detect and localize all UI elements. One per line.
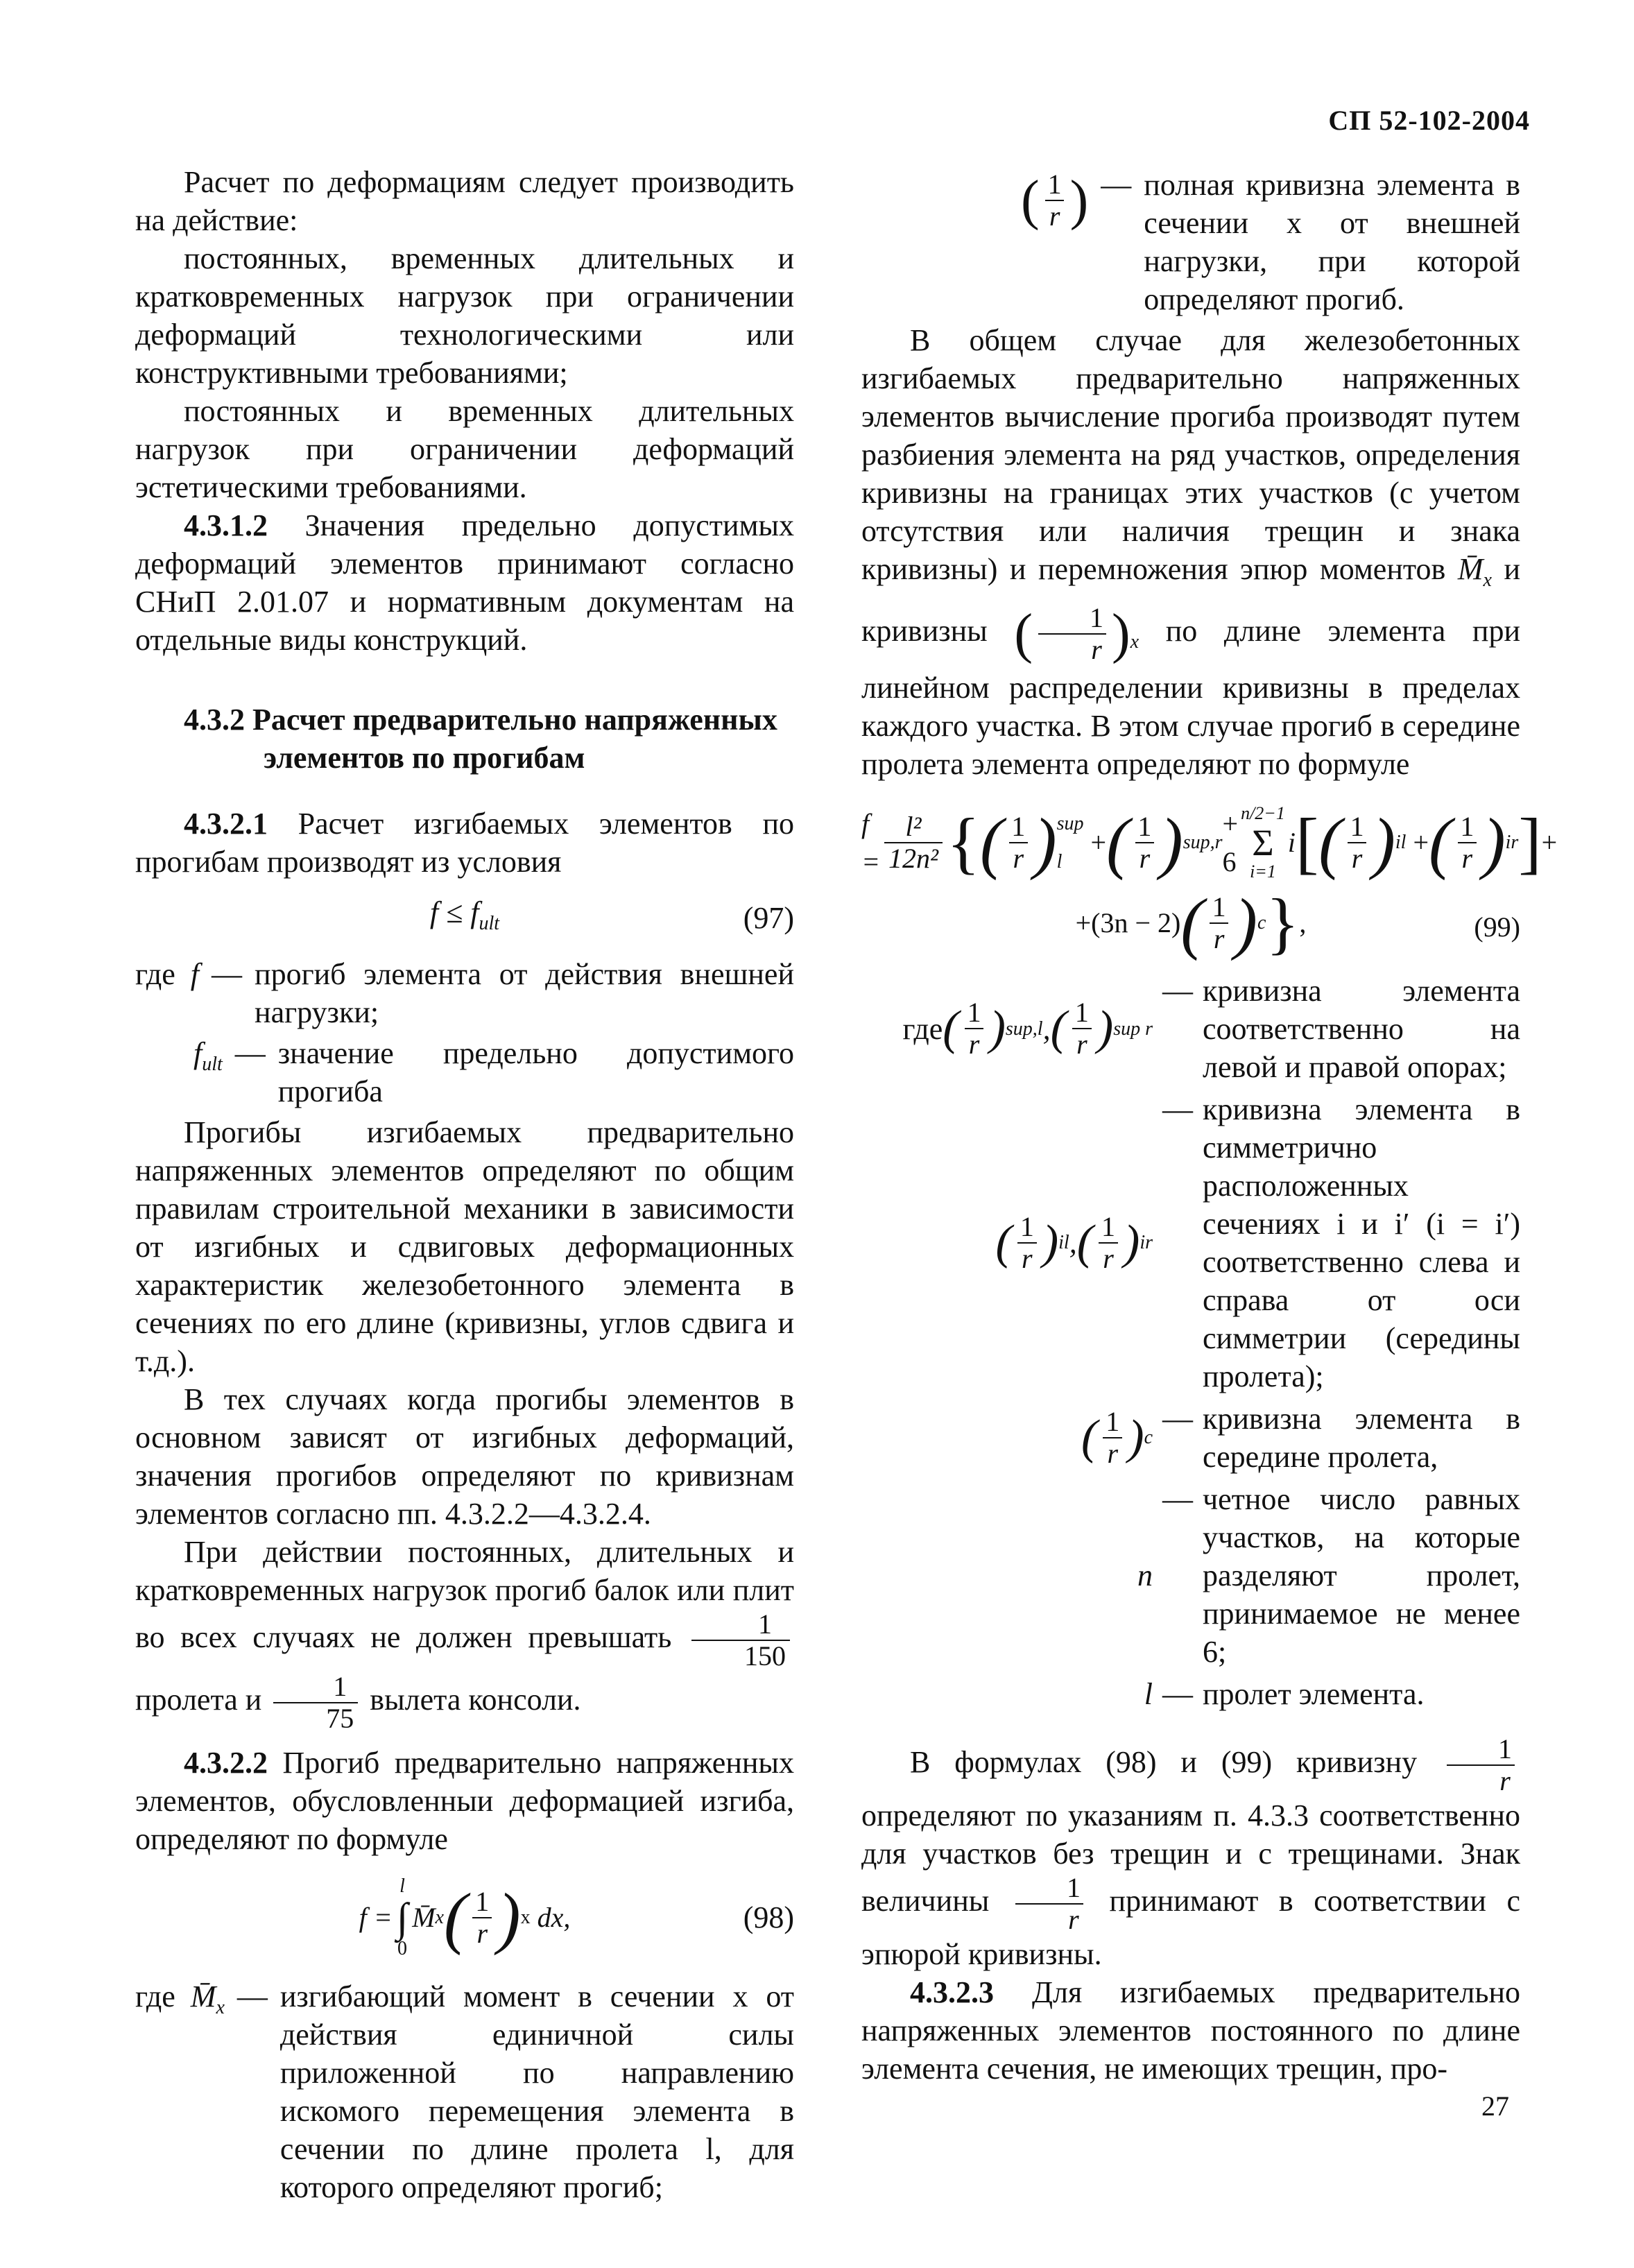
definition-curvature: ( $\frac{1}{r}$ ) — полная кривизна элемента в сечении x от внешней нагрузки, при которой определяют прогиб. [861,166,1520,318]
definition-l: l — пролет элемента. [861,1675,1520,1713]
section-number: 4.3.2 [184,703,245,737]
symbol: f [190,956,200,991]
definition-Mx: где $M̄_x$ — изгибающий момент в сечении x от действия единичной силы приложенной по направлению искомого перемещения элемента в сечении по длине пролета l, для которого определяют прогиб; [135,1977,794,2206]
section-heading [184,701,794,777]
definition-text: прогиб элемента от действия внешней нагрузки; [255,956,794,1029]
symbol: n [1137,1558,1153,1592]
paragraph: Расчет по деформациям следует производить на действие: [135,165,794,237]
right-column [861,163,1558,2088]
formula-97 [135,893,794,943]
equation-number: (98) [743,1900,794,1935]
formula-expression: f = l ∫ 0 M̄ x ( $\frac{1}{r}$ ) x dx, [359,1875,571,1959]
symbol: f [194,1036,203,1070]
paragraph-4-3-1-2 [135,506,794,659]
symbol: M̄ [190,1979,216,2013]
definition-symmetric-curvature: ( $\frac{1}{r}$ ) il , ( $\frac{1}{r}$ ) ir — кривизна элемента в симметрично расположенных сечениях i и i′ (i = i′) соответственно слева и справа от оси симметрии (середины пролета); [861,1090,1520,1395]
equation-number: (97) [743,900,794,935]
clause-text: Прогиб предварительно напряженных элементов, обусловленныи деформацией изгиба, определяют по формуле [135,1745,794,1856]
definition-text: пролет элемента. [1203,1676,1425,1711]
paragraph: При действии постоянных, длительных и кратковременных нагрузок прогиб балок или плит во всех случаях не должен превышать $\frac{1}{150}$ пролета и $\frac{1}{75}$ вылета консоли. [135,1534,794,1734]
paragraph: В общем случае для железобетонных изгибаемых предварительно напряженных элементов вычисление прогиба производят путем разбиения элемента на ряд участков, определения кривизны на границах этих участков (с учетом отсутствия или наличия трещин и знака кривизны) и перемножения эпюр моментов $M̄_x$ и кривизны ( $\frac{1}{r}$ )$_x$ по длине элемента при линейном распределении кривизны в пределах каждого участка. В этом случае прогиб в середине пролета элемента определяют по формуле [861,323,1520,781]
definition-n: n — четное число равных участков, на которые разделяют пролет, принимаемое не менее 6; [861,1480,1520,1671]
definition-text: четное число равных участков, на которые разделяют пролет, принимаемое не менее 6; [1203,1481,1520,1669]
section-title-line1: Расчет предварительно напряженных [252,703,777,737]
definition-text: кривизна элемента в симметрично расположенных сечениях i и i′ (i = i′) соответственно слева и справа от оси симметрии (середины пролета); [1203,1092,1520,1393]
formula-98 [135,1876,794,1959]
fraction-1-150: $\frac{1}{150}$ [691,1609,790,1672]
definition-text: изгибающий момент в сечении x от действия единичной силы приложенной по направлению искомого перемещения элемента в сечении по длине пролета l, для которого определяют прогиб; [280,1979,794,2204]
where-label: где [135,956,175,991]
fraction-1-75: $\frac{1}{75}$ [273,1672,358,1734]
clause-number: 4.3.1.2 [184,508,268,542]
clause-text: Значения предельно допустимых деформаций элементов принимают согласно СНиП 2.01.07 и нормативным документам на отдельные виды конструкций. [135,508,794,657]
formula-99-line2: +(3n − 2) ( $\frac{1}{r}$ ) c } , [1075,884,1307,961]
formula-expression: $f \le f_{ult}$ [429,895,500,934]
paragraph-4-3-2-2 [135,1744,794,1858]
document-code-header: СП 52-102-2004 [1328,105,1530,136]
paragraph: В формулах (98) и (99) кривизну $\frac{1}{r}$ определяют по указаниям п. 4.3.3 соответственно для участков без трещин и с трещинами. Знак величины $\frac{1}{r}$ принимают в соответствии с эпюрой кривизны. [861,1733,1521,1971]
paragraph-4-3-2-1 [135,805,794,881]
definition-text: полная кривизна элемента в сечении x от внешней нагрузки, при которой определяют прогиб. [1144,168,1520,316]
formula-99-line1: f = $\frac{\text{l²}}{\text{12n²}}$ { ( $\frac{1}{r}$ ) sup l + ( $\frac{1}{r}$ ) sup,r + 6 n/2−1 Σ i=1 i [ ( $\frac{1}{r}$ ) il + ( $\frac{1}{r}$ ) ir ] + [861,802,1558,882]
left-column [135,163,794,2209]
definition-support-curvature: где ( $\frac{1}{r}$ ) sup,l , ( $\frac{1}{r}$ ) sup r — кривизна элемента соответственно на левой и правой опорах; [861,972,1520,1086]
formula-99 [861,802,1558,961]
clause-number: 4.3.2.1 [184,807,268,841]
clause-text: Расчет изгибаемых элементов по прогибам производят из условия [135,807,794,879]
definition-text: значение предельно допустимого прогиба [277,1036,794,1108]
clause-number: 4.3.2.3 [910,1975,994,2009]
clause-text: Для изгибаемых предварительно напряженных элементов постоянного по длине элемента сечения, не имеющих трещин, про- [861,1975,1520,2086]
paragraph: постоянных и временных длительных нагрузок при ограничении деформаций эстетическими требованиями. [135,394,794,504]
paragraph: В тех случаях когда прогибы элементов в основном зависят от изгибных деформаций, значения прогибов определяют по кривизнам элементов согласно пп. 4.3.2.2—4.3.2.4. [135,1382,794,1531]
where-label: где [902,1011,943,1046]
paragraph: постоянных, временных длительных и кратковременных нагрузок при ограничении деформаций технологическими или конструктивными требованиями; [135,241,794,390]
equation-number: (99) [1474,911,1520,943]
paragraph: Прогибы изгибаемых предварительно напряженных элементов определяют по общим правилам строительной механики в зависимости от изгибных и сдвиговых деформационных характеристик железобетонного элемента в сечениях по его длине (кривизны, углов сдвига и т.д.). [135,1115,794,1378]
clause-number: 4.3.2.2 [184,1745,268,1780]
definition-text: кривизна элемента соответственно на левой и правой опорах; [1203,973,1520,1084]
section-title-line2: элементов по прогибам [264,741,585,775]
formula-99-definitions [861,972,1520,1713]
page-number: 27 [1481,2090,1509,2122]
definition-text: кривизна элемента в середине пролета, [1203,1401,1520,1474]
definition-mid-curvature: ( $\frac{1}{r}$ ) c — кривизна элемента в середине пролета, [861,1400,1520,1476]
where-label: где [135,1979,175,2013]
symbol: l [1144,1676,1153,1711]
paragraph-4-3-2-3 [861,1973,1520,2088]
definition-f: где f — прогиб элемента от действия внешней нагрузки; [135,955,794,1031]
definition-fult: $f_{ult}$ — значение предельно допустимого прогиба [135,1034,794,1110]
